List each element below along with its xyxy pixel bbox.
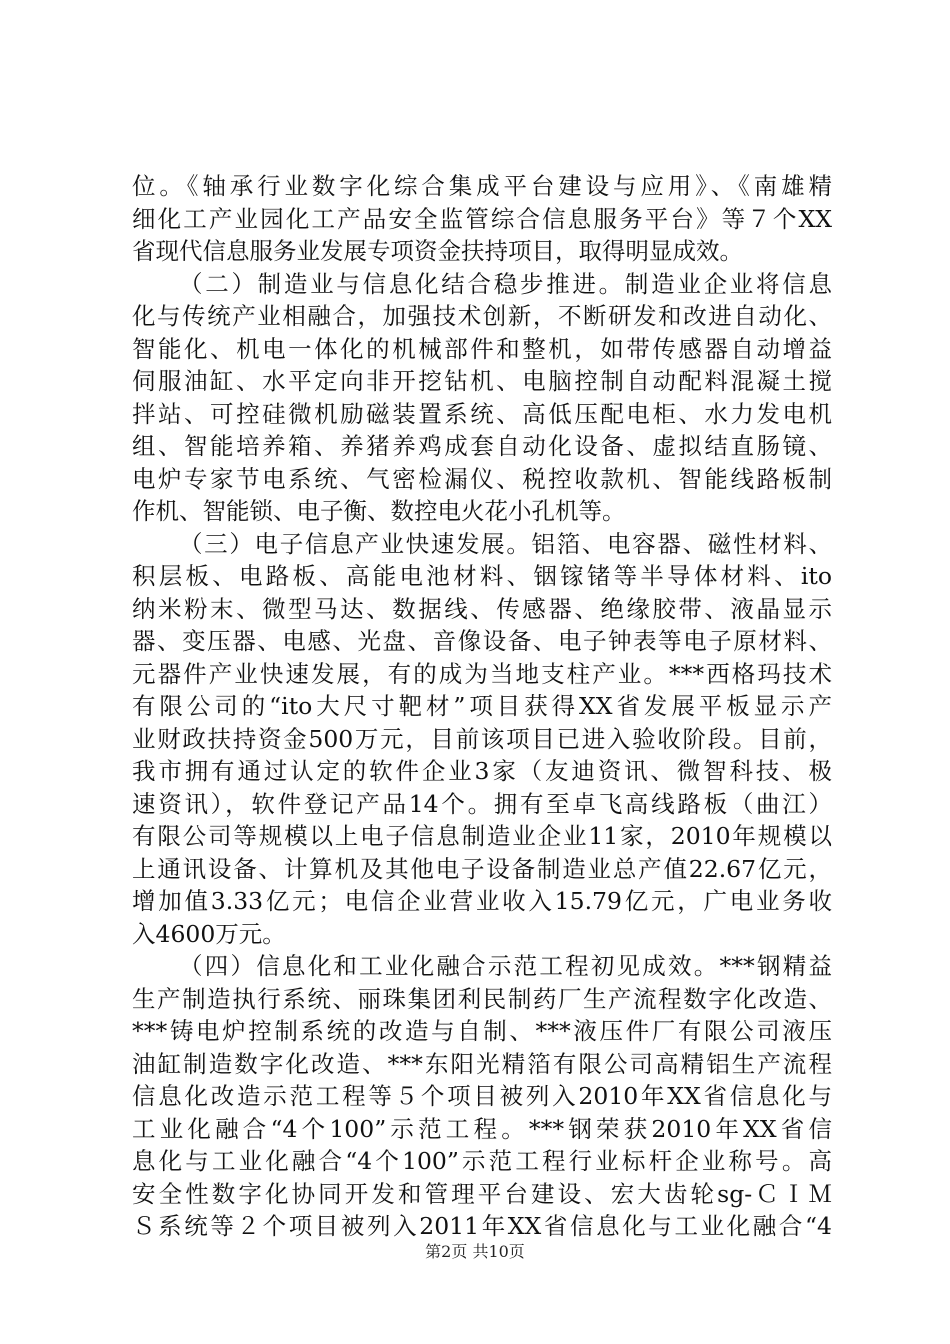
text-line: 拌站、可控硅微机励磁装置系统、高低压配电柜、水力发电机	[132, 399, 832, 428]
text-line: 业财政扶持资金500万元，目前该项目已进入验收阶段。目前，	[132, 724, 832, 753]
text-line: 速资讯），软件登记产品14个。拥有至卓飞高线路板（曲江）	[132, 789, 832, 818]
text-line: 生产制造执行系统、丽珠集团利民制药厂生产流程数字化改造、	[132, 984, 832, 1013]
section-heading-line: （二）制造业与信息化结合稳步推进。制造业企业将信息	[179, 269, 832, 298]
text-line: 入4600万元。	[132, 919, 286, 948]
text-line: 油缸制造数字化改造、***东阳光精箔有限公司高精铝生产流程	[132, 1049, 832, 1078]
text-line: 有限公司的“ito大尺寸靶材”项目获得XX省发展平板显示产	[132, 692, 832, 720]
text-line: 组、智能培养箱、养猪养鸡成套自动化设备、虚拟结直肠镜、	[132, 432, 832, 460]
text-line: Ｓ系统等２个项目被列入2011年XX省信息化与工业化融合“4	[132, 1212, 832, 1240]
text-line: 积层板、电路板、高能电池材料、铟镓锗等半导体材料、ito	[132, 562, 832, 590]
document-body	[132, 170, 832, 1243]
text-line: 化与传统产业相融合，加强技术创新，不断研发和改进自动化、	[132, 302, 832, 330]
text-line: 细化工产业园化工产品安全监管综合信息服务平台》等７个XX	[132, 204, 832, 233]
text-line: 信息化改造示范工程等５个项目被列入2010年XX省信息化与	[132, 1082, 832, 1110]
text-line: 安全性数字化协同开发和管理平台建设、宏大齿轮sg-ＣＩＭ	[132, 1179, 832, 1208]
text-line: ***铸电炉控制系统的改造与自制、***液压件厂有限公司液压	[132, 1017, 832, 1045]
text-line: 有限公司等规模以上电子信息制造业企业11家，2010年规模以	[132, 822, 832, 850]
text-line: 作机、智能锁、电子衡、数控电火花小孔机等。	[132, 497, 626, 525]
text-line: 纳米粉末、微型马达、数据线、传感器、绝缘胶带、液晶显示	[132, 594, 832, 623]
text-line: 位。《轴承行业数字化综合集成平台建设与应用》、《南雄精	[132, 172, 832, 200]
text-line: 增加值3.33亿元；电信企业营业收入15.79亿元，广电业务收	[132, 887, 832, 915]
text-line: 省现代信息服务业发展专项资金扶持项目，取得明显成效。	[132, 237, 743, 265]
text-line: 元器件产业快速发展，有的成为当地支柱产业。***西格玛技术	[132, 659, 832, 688]
text-line: 息化与工业化融合“4个100”示范工程行业标杆企业称号。高	[132, 1147, 832, 1175]
text-line: 工业化融合“4个100”示范工程。***钢荣获2010年XX省信	[132, 1114, 832, 1143]
text-line: 上通讯设备、计算机及其他电子设备制造业总产值22.67亿元，	[132, 854, 832, 883]
page-number-label: 第2页 共10页	[425, 1242, 525, 1261]
text-line: 智能化、机电一体化的机械部件和整机，如带传感器自动增益	[132, 334, 832, 363]
section-heading-line: （三）电子信息产业快速发展。铝箔、电容器、磁性材料、	[179, 529, 832, 558]
text-line: 器、变压器、电感、光盘、音像设备、电子钟表等电子原材料、	[132, 627, 832, 655]
page-footer	[0, 1241, 950, 1263]
text-line: 伺服油缸、水平定向非开挖钻机、电脑控制自动配料混凝土搅	[132, 367, 832, 395]
section-heading-line: （四）信息化和工业化融合示范工程初见成效。***钢精益	[179, 952, 832, 980]
text-line: 我市拥有通过认定的软件企业3家（友迪资讯、微智科技、极	[132, 757, 832, 785]
text-line: 电炉专家节电系统、气密检漏仪、税控收款机、智能线路板制	[132, 464, 832, 493]
